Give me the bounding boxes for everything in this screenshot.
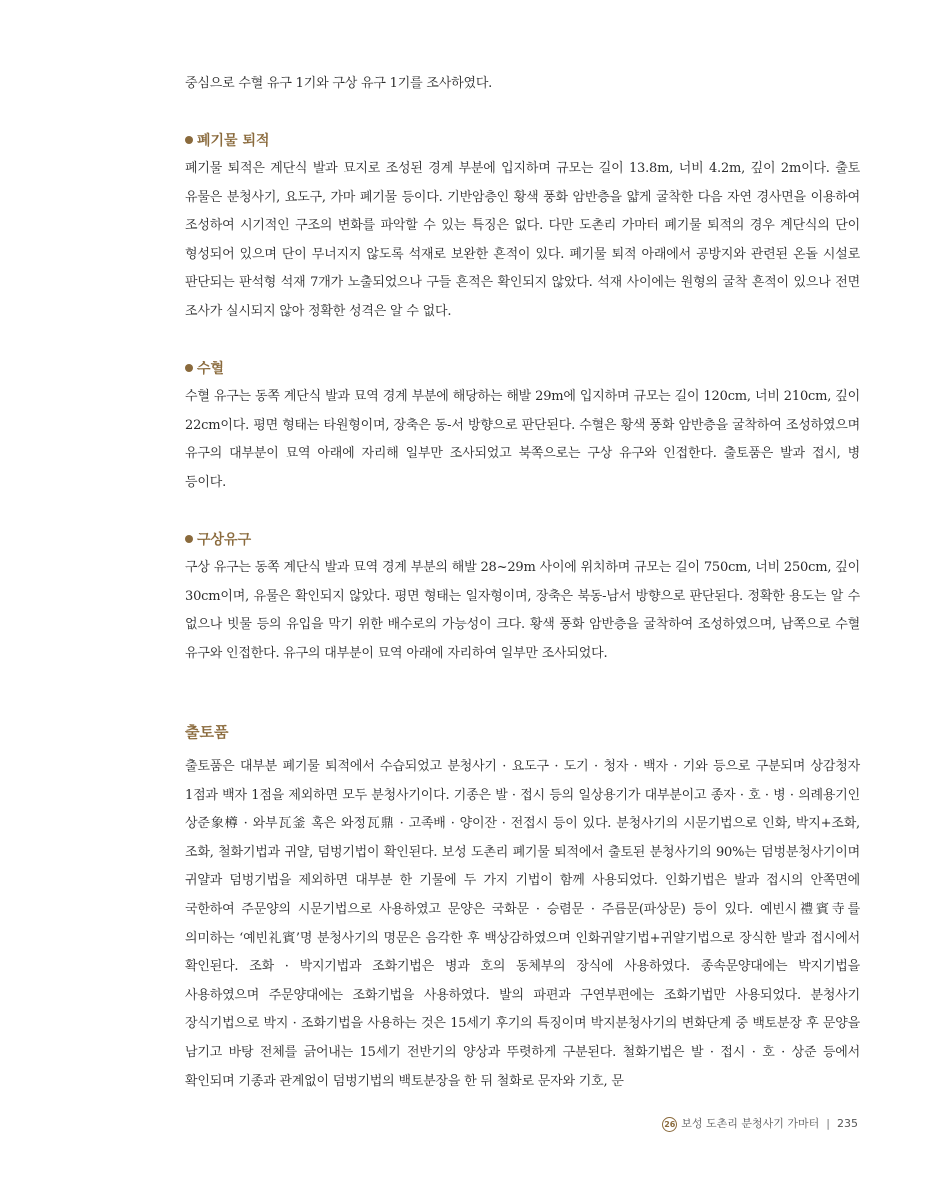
footer-title: 보성 도촌리 분청사기 가마터 <box>681 1117 820 1130</box>
waste-paragraph: 폐기물 퇴적은 계단식 발과 묘지로 조성된 경계 부분에 입지하며 규모는 길이 13.8m, 너비 4.2m, 깊이 2m이다. 출토 유물은 분청사기, 요도구, 가마 폐기물 등이다. 기반암층인 황색 풍화 암반층을 얇게 굴착한 다음 자연 경사면을 이용하여 조성하여 시기적인 구조의 변화를 파악할 수 있는 특징은 없다. 다만 도촌리 가마터 폐기물 퇴적의 경우 계단식의 단이 형성되어 있으며 단이 무너지지 않도록 석재로 보완한 흔적이 있다. 폐기물 퇴적 아래에서 공방지와 관련된 온돌 시설로 판단되는 판석형 석재 7개가 노출되었으나 구들 흔적은 확인되지 않았다. 석재 사이에는 원형의 굴착 흔적이 있으나 전면 조사가 실시되지 않아 정확한 성격은 알 수 없다. <box>185 161 860 319</box>
pit-heading-label: 수혈 <box>197 361 225 377</box>
chapter-number-badge: 26 <box>662 1117 677 1132</box>
waste-heading-label: 폐기물 퇴적 <box>197 133 270 149</box>
bullet-dot-icon <box>185 364 193 372</box>
intro-paragraph: 중심으로 수혈 유구 1기와 구상 유구 1기를 조사하였다. <box>185 76 493 91</box>
artifacts-heading: 출토품 <box>185 723 229 741</box>
page-number: 235 <box>837 1117 858 1130</box>
bullet-dot-icon <box>185 535 193 543</box>
pit-paragraph: 수혈 유구는 동쪽 계단식 발과 묘역 경계 부분에 해당하는 해발 29m에 입지하며 규모는 길이 120cm, 너비 210cm, 깊이 22cm이다. 평면 형태는 타원형이며, 장축은 동-서 방향으로 판단된다. 수혈은 황색 풍화 암반층을 굴착하여 조성하였으며 유구의 대부분이 묘역 아래에 자리해 일부만 조사되었고 북쪽으로는 구상 유구와 인접한다. 출토품은 발과 접시, 병 등이다. <box>185 389 860 490</box>
ditch-heading <box>185 530 251 550</box>
artifacts-paragraph: 출토품은 대부분 폐기물 퇴적에서 수습되었고 분청사기 · 요도구 · 도기 · 청자 · 백자 · 기와 등으로 구분되며 상감청자 1점과 백자 1점을 제외하면 모두 분청사기이다. 기종은 발 · 접시 등의 일상용기가 대부분이고 종자 · 호 · 병 · 의례용기인 상준象樽 · 와부瓦釜 혹은 와정瓦鼎 · 고족배 · 양이잔 · 전접시 등이 있다. 분청사기의 시문기법으로 인화, 박지+조화, 조화, 철화기법과 귀얄, 덤벙기법이 확인된다. 보성 도촌리 폐기물 퇴적에서 출토된 분청사기의 90%는 덤벙분청사기이며 귀얄과 덤벙기법을 제외하면 대부분 한 기물에 두 가지 기법이 함께 사용되었다. 인화기법은 발과 접시의 안쪽면에 국한하여 주문양의 시문기법으로 사용하였고 문양은 국화문 · 승렴문 · 주름문(파상문) 등이 있다. 예빈시禮賓寺를 의미하는 ‘예빈礼賓’명 분청사기의 명문은 음각한 후 백상감하였으며 인화귀얄기법+귀얄기법으로 장식한 발과 접시에서 확인된다. 조화 · 박지기법과 조화기법은 병과 호의 동체부의 장식에 사용하였다. 종속문양대에는 박지기법을 사용하였으며 주문양대에는 조화기법을 사용하였다. 발의 파편과 구연부편에는 조화기법만 사용되었다. 분청사기 장식기법으로 박지 · 조화기법을 사용하는 것은 15세기 후기의 특징이며 박지분청사기의 변화단계 중 백토분장 후 문양을 남기고 바탕 전체를 긁어내는 15세기 전반기의 양상과 뚜렷하게 구분된다. 철화기법은 발 · 접시 · 호 · 상준 등에서 확인되며 기종과 관계없이 덤벙기법의 백토분장을 한 뒤 철화로 문자와 기호, 문 <box>185 759 860 1089</box>
bullet-dot-icon <box>185 136 193 144</box>
footer-separator: | <box>826 1117 830 1130</box>
page-footer <box>662 1114 858 1134</box>
ditch-paragraph: 구상 유구는 동쪽 계단식 발과 묘역 경계 부분의 해발 28~29m 사이에 위치하며 규모는 길이 750cm, 너비 250cm, 깊이 30cm이며, 유물은 확인되지 않았다. 평면 형태는 일자형이며, 장축은 북동-남서 방향으로 판단된다. 정확한 용도는 알 수 없으나 빗물 등의 유입을 막기 위한 배수로의 가능성이 크다. 황색 풍화 암반층을 굴착하여 조성하였으며, 남쪽으로 수혈 유구와 인접한다. 유구의 대부분이 묘역 아래에 자리하여 일부만 조사되었다. <box>185 560 860 661</box>
ditch-heading-label: 구상유구 <box>197 532 252 548</box>
pit-heading <box>185 359 224 379</box>
waste-heading <box>185 131 270 151</box>
